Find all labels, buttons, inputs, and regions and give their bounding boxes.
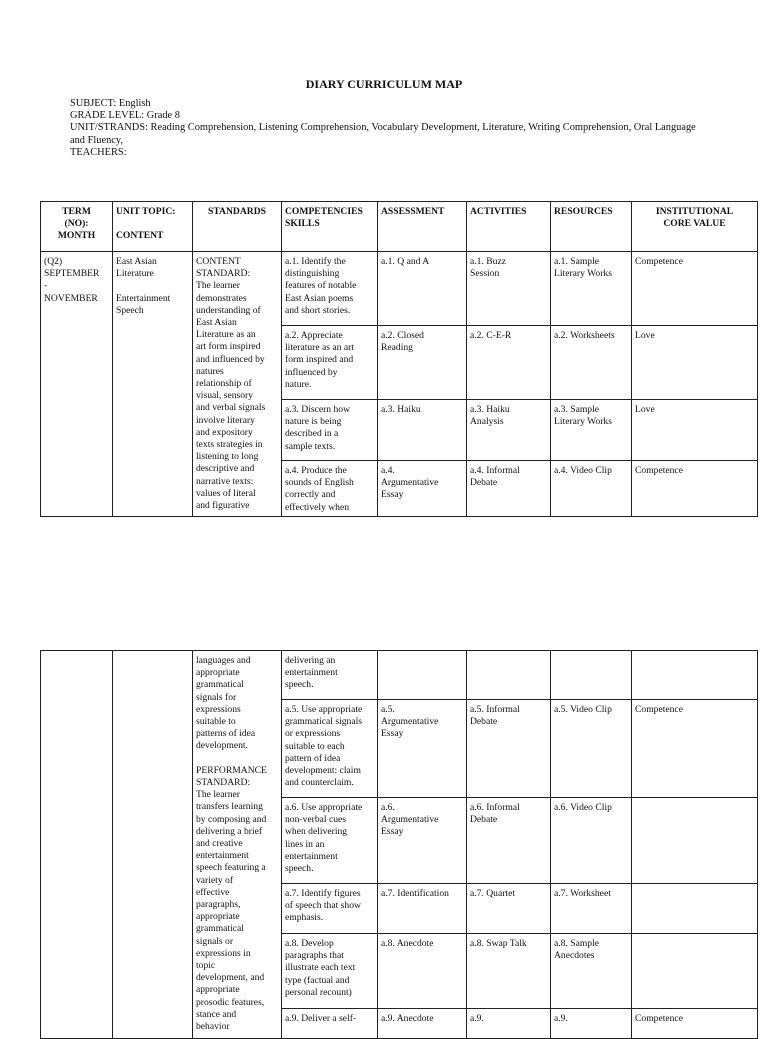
core-value-cell: Love xyxy=(632,400,758,461)
activity-cell: a.1. Buzz Session xyxy=(467,252,551,326)
header-unit: UNIT TOPIC: CONTENT xyxy=(113,202,193,252)
assessment-cell: a.9. Anecdote xyxy=(378,1009,467,1039)
table-row xyxy=(41,651,758,700)
standards-cell: CONTENT STANDARD: The learner demonstrates understanding of East Asian Literature as an art form inspired and influenced by natures relationship of visual, sensory and verbal signals involve literary and expository texts strategies in listening to long descriptive and narrative texts: values of literal and figurative xyxy=(193,252,282,517)
grade-line: GRADE LEVEL: Grade 8 xyxy=(70,110,180,122)
resource-cell: a.1. Sample Literary Works xyxy=(551,252,632,326)
activity-cell xyxy=(467,651,551,700)
curriculum-table-page1 xyxy=(40,201,758,517)
assessment-cell: a.7. Identification xyxy=(378,884,467,934)
resource-cell: a.5. Video Clip xyxy=(551,700,632,798)
curriculum-table-page2 xyxy=(40,650,758,1039)
competency-cell: a.6. Use appropriate non-verbal cues when delivering lines in an entertainment speech. xyxy=(282,798,378,884)
core-value-cell xyxy=(632,798,758,884)
assessment-cell: a.1. Q and A xyxy=(378,252,467,326)
header-standards: STANDARDS xyxy=(193,202,282,252)
assessment-cell: a.6. Argumentative Essay xyxy=(378,798,467,884)
assessment-cell: a.3. Haiku xyxy=(378,400,467,461)
activity-cell: a.3. Haiku Analysis xyxy=(467,400,551,461)
resource-cell: a.4. Video Clip xyxy=(551,461,632,517)
core-value-cell: Competence xyxy=(632,700,758,798)
competency-cell: a.5. Use appropriate grammatical signals or expressions suitable to each pattern of idea development: claim and counterclaim. xyxy=(282,700,378,798)
competency-cell: delivering an entertainment speech. xyxy=(282,651,378,700)
header-activities: ACTIVITIES xyxy=(467,202,551,252)
competency-cell: a.7. Identify figures of speech that show emphasis. xyxy=(282,884,378,934)
standards-cell: languages and appropriate grammatical signals for expressions suitable to patterns of idea development. PERFORMANCE STANDARD: The learner transfers learning by composing and delivering a brief and creative entertainment speech featuring a variety of effective paragraphs, appropriate grammatical signals or expressions in topic development, and appropriate prosodic features, stance and behavior xyxy=(193,651,282,1039)
core-value-cell xyxy=(632,651,758,700)
core-value-cell: Competence xyxy=(632,1009,758,1039)
activity-cell: a.9. xyxy=(467,1009,551,1039)
core-value-cell: Competence xyxy=(632,252,758,326)
competency-cell: a.3. Discern how nature is being described in a sample texts. xyxy=(282,400,378,461)
header-assessment: ASSESSMENT xyxy=(378,202,467,252)
assessment-cell: a.2. Closed Reading xyxy=(378,326,467,400)
resource-cell: a.9. xyxy=(551,1009,632,1039)
resource-cell: a.8. Sample Anecdotes xyxy=(551,934,632,1009)
assessment-cell xyxy=(378,651,467,700)
competency-cell: a.8. Develop paragraphs that illustrate each text type (factual and personal recount) xyxy=(282,934,378,1009)
unit-topic-cell xyxy=(113,651,193,1039)
competency-cell: a.9. Deliver a self- xyxy=(282,1009,378,1039)
header-term: TERM (NO): MONTH xyxy=(41,202,113,252)
teachers-line: TEACHERS: xyxy=(70,146,127,158)
resource-cell: a.6. Video Clip xyxy=(551,798,632,884)
assessment-cell: a.5. Argumentative Essay xyxy=(378,700,467,798)
activity-cell: a.2. C-E-R xyxy=(467,326,551,400)
core-value-cell xyxy=(632,934,758,1009)
competency-cell: a.1. Identify the distinguishing features of notable East Asian poems and short stories. xyxy=(282,252,378,326)
header-row xyxy=(41,202,758,252)
core-value-cell xyxy=(632,884,758,934)
assessment-cell: a.8. Anecdote xyxy=(378,934,467,1009)
resource-cell: a.7. Worksheet xyxy=(551,884,632,934)
activity-cell: a.6. Informal Debate xyxy=(467,798,551,884)
core-value-cell: Competence xyxy=(632,461,758,517)
resource-cell: a.2. Worksheets xyxy=(551,326,632,400)
document-title: DIARY CURRICULUM MAP xyxy=(305,77,463,91)
unit-topic-cell: East Asian Literature Entertainment Speech xyxy=(113,252,193,517)
activity-cell: a.5. Informal Debate xyxy=(467,700,551,798)
header-core-value: INSTITUTIONAL CORE VALUE xyxy=(632,202,758,252)
header-competencies: COMPETENCIES SKILLS xyxy=(282,202,378,252)
term-cell xyxy=(41,651,113,1039)
activity-cell: a.7. Quartet xyxy=(467,884,551,934)
resource-cell xyxy=(551,651,632,700)
activity-cell: a.8. Swap Talk xyxy=(467,934,551,1009)
units-line: UNIT/STRANDS: Reading Comprehension, Listening Comprehension, Vocabulary Development, Literature, Writing Comprehension, Oral Language and Fluency, xyxy=(70,122,696,146)
document-meta xyxy=(70,98,700,159)
competency-cell: a.4. Produce the sounds of English correctly and effectively when xyxy=(282,461,378,517)
competency-cell: a.2. Appreciate literature as an art form inspired and influenced by nature. xyxy=(282,326,378,400)
subject-line: SUBJECT: English xyxy=(70,98,151,109)
term-cell: (Q2) SEPTEMBER - NOVEMBER xyxy=(41,252,113,517)
header-resources: RESOURCES xyxy=(551,202,632,252)
core-value-cell: Love xyxy=(632,326,758,400)
resource-cell: a.3. Sample Literary Works xyxy=(551,400,632,461)
activity-cell: a.4. Informal Debate xyxy=(467,461,551,517)
assessment-cell: a.4. Argumentative Essay xyxy=(378,461,467,517)
table-row xyxy=(41,252,758,326)
